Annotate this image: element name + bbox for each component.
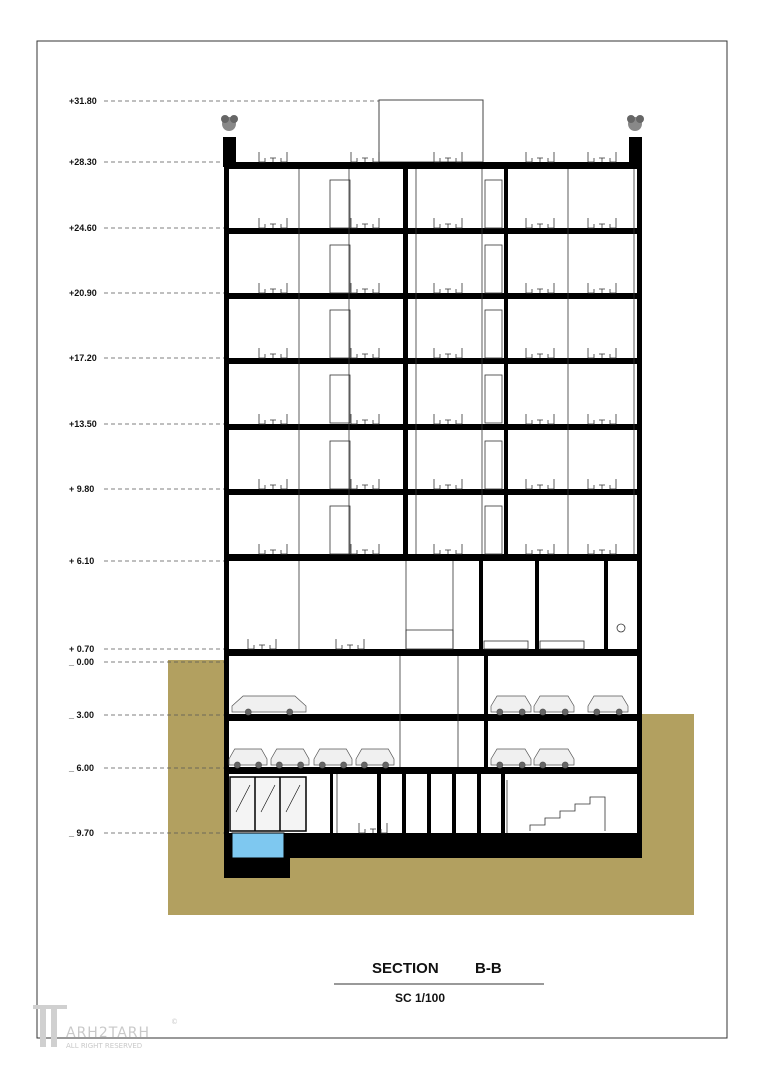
furniture-set — [259, 218, 287, 228]
furniture-set — [588, 152, 616, 162]
car — [534, 696, 574, 715]
level-label: _ 9.70 — [69, 828, 95, 838]
furniture-set — [526, 348, 554, 358]
furniture-set — [259, 283, 287, 293]
basement-windows — [230, 777, 306, 831]
car — [271, 749, 309, 768]
furniture-set — [526, 479, 554, 489]
level-label: + 9.80 — [69, 484, 95, 494]
door — [330, 245, 350, 293]
furniture-set — [588, 414, 616, 424]
level-label: +28.30 — [69, 157, 97, 167]
furniture-set — [526, 283, 554, 293]
door — [330, 506, 350, 554]
furniture-set — [259, 544, 287, 554]
lamp — [617, 624, 625, 632]
level-label: +31.80 — [69, 96, 97, 106]
furniture-set — [351, 479, 379, 489]
door — [330, 441, 350, 489]
door — [485, 180, 502, 228]
car — [491, 749, 531, 768]
furniture-set — [588, 283, 616, 293]
furniture-set — [351, 414, 379, 424]
watermark-copyright: © — [171, 1018, 178, 1026]
furniture-set — [359, 823, 387, 833]
furniture-set — [434, 348, 462, 358]
level-label: _ 6.00 — [69, 763, 95, 773]
furniture-set — [526, 152, 554, 162]
pool — [232, 833, 284, 858]
door — [330, 375, 350, 423]
level-label: +17.20 — [69, 353, 97, 363]
furniture-set — [588, 348, 616, 358]
door — [485, 441, 502, 489]
level-label: +13.50 — [69, 419, 97, 429]
section-id: B-B — [475, 960, 502, 977]
car — [314, 749, 352, 768]
furniture-set — [351, 348, 379, 358]
furniture-set — [351, 544, 379, 554]
door — [485, 245, 502, 293]
furniture-set — [588, 218, 616, 228]
furniture-set — [526, 414, 554, 424]
door — [330, 310, 350, 358]
interior-lines — [299, 169, 634, 833]
level-label: +24.60 — [69, 223, 97, 233]
furniture-set — [434, 479, 462, 489]
furniture-set — [259, 152, 287, 162]
level-label: _ 0.00 — [69, 657, 95, 667]
level-lines — [104, 101, 379, 833]
furniture-set — [259, 348, 287, 358]
furniture-set — [434, 414, 462, 424]
furniture-set — [434, 283, 462, 293]
furniture-set — [526, 544, 554, 554]
car — [491, 696, 531, 715]
basement-stairs — [530, 797, 605, 831]
watermark-rights: ALL RIGHT RESERVED — [66, 1042, 143, 1050]
car — [534, 749, 574, 768]
furniture-set — [351, 218, 379, 228]
furniture-set — [434, 152, 462, 162]
furniture-set — [351, 283, 379, 293]
door — [485, 310, 502, 358]
building-structure — [223, 137, 642, 878]
watermark-brand: ARH2TARH — [66, 1025, 151, 1041]
car — [356, 749, 394, 768]
furniture-set — [434, 218, 462, 228]
furniture-set — [588, 544, 616, 554]
level-label: + 6.10 — [69, 556, 95, 566]
level-labels — [68, 96, 97, 838]
door — [485, 506, 502, 554]
door — [330, 180, 350, 228]
furniture-set — [526, 218, 554, 228]
watermark-logo — [33, 1005, 178, 1050]
furniture-set — [434, 544, 462, 554]
car — [588, 696, 628, 715]
bed — [484, 641, 528, 649]
car — [229, 749, 267, 768]
furniture-set — [588, 479, 616, 489]
level-label: + 0.70 — [69, 644, 95, 654]
roof-housing — [379, 100, 483, 162]
level-label: +20.90 — [69, 288, 97, 298]
cars — [229, 696, 628, 768]
roof-plant-right — [627, 115, 644, 131]
furniture-set — [259, 479, 287, 489]
section-title: SECTION — [372, 960, 439, 977]
door — [485, 375, 502, 423]
level-label: _ 3.00 — [69, 710, 95, 720]
bed — [540, 641, 584, 649]
drawing-scale: SC 1/100 — [395, 991, 446, 1005]
furniture-set — [351, 152, 379, 162]
furniture-set — [336, 639, 364, 649]
furniture-set — [248, 639, 276, 649]
car — [232, 696, 306, 715]
furniture-set — [259, 414, 287, 424]
roof-plant-left — [221, 115, 238, 131]
